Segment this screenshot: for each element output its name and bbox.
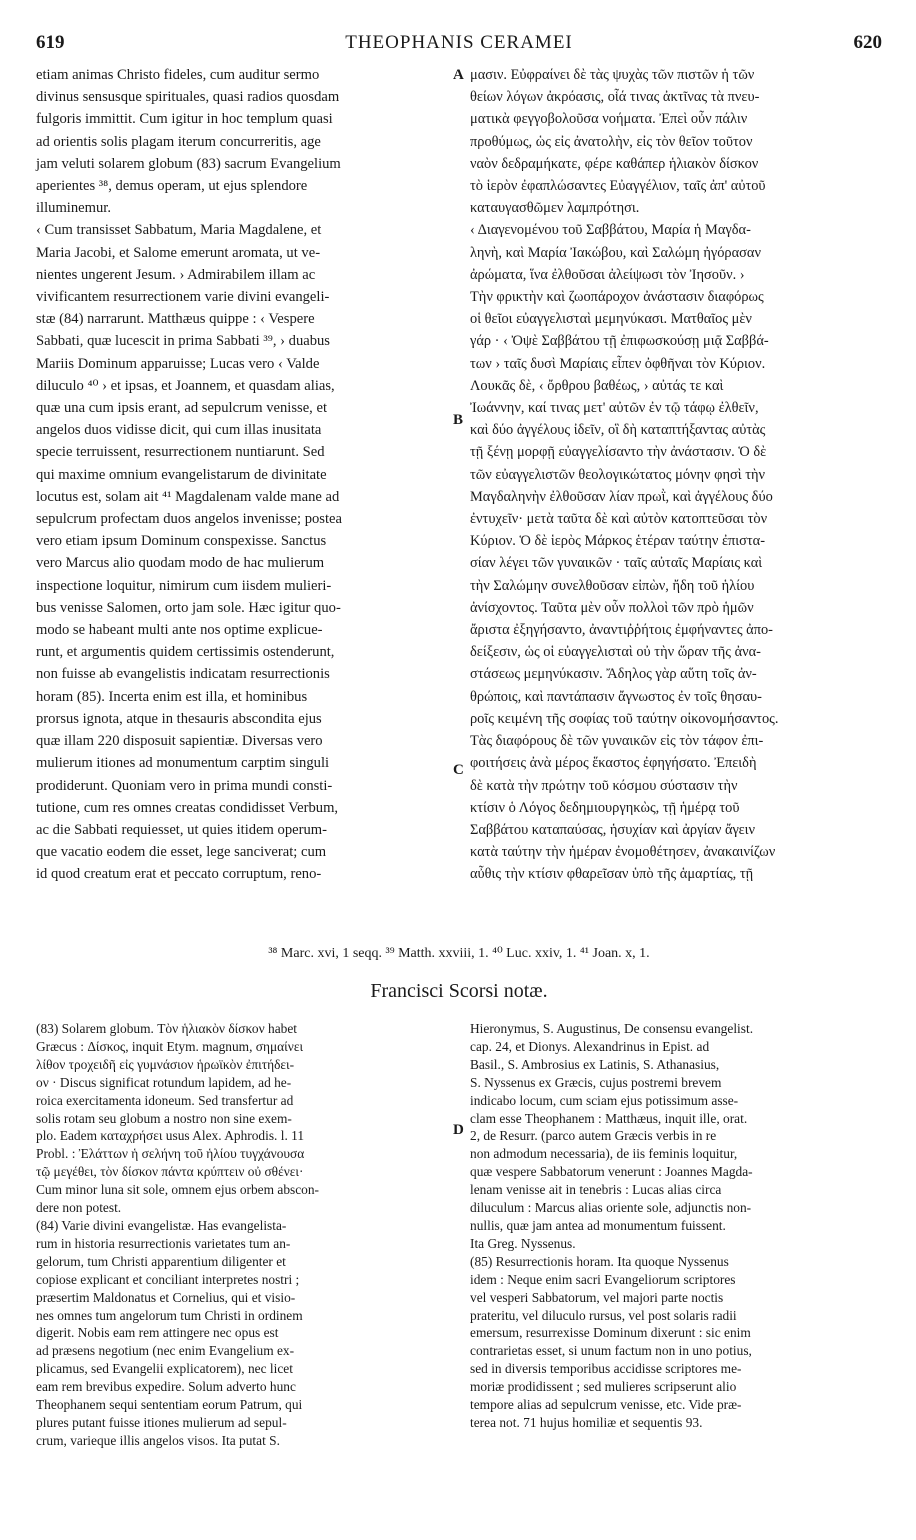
page-number-left: 619 [36, 32, 65, 53]
margin-letter-d: D [453, 1122, 464, 1138]
running-title: THEOPHANIS CERAMEI [345, 32, 573, 53]
scripture-footnotes: ³⁸ Marc. xvi, 1 seqq. ³⁹ Matth. xxviii, 1. ⁴⁰ Luc. xxiv, 1. ⁴¹ Joan. x, 1. [268, 946, 650, 961]
notes-column-right: Hieronymus, S. Augustinus, De consensu evangelist. cap. 24, et Dionys. Alexandrinus in Epist. ad Basil., S. Ambrosius ex Latinis, S. Athanasius, S. Nyssenus ex Græcis, cujus postremi brevem indicabo locum, cum sciam ejus potissimum asse- clam esse Theophanem : Matthæus, inquit ille, orat. 2, de Resurr. (parco autem Græcis verbis in re non admodum necessaria), de iis feminis loquitur, quæ vespere Sabbatorum venerunt : Joannes Magda- lenam venisse ait in tenebris : Lucas alias circa diluculum : Marcus alias oriente sole, adjunctis non- nullis, quæ jam antea ad monumentum fuissent. Ita Greg. Nyssenus. (85) Resurrectionis horam. Ita quoque Nyssenus idem : Neque enim sacri Evangeliorum scriptores vel vesperi Sabbatorum, vel majori parte noctis prateritu, vel diluculo rursus, vel post solaris radii emersum, resurrexisse Dominum dixerunt : sic enim contrarietas esset, si unum factum non in uno potius, sed in diversis temporibus accidisse scriptores me- moriæ prodidissent ; sed mulieres scripserunt alio tempore alias ad sepulcrum venisse, etc. Vide præ- terea not. 71 hujus homiliæ et sequentis 93. [470, 1021, 754, 1430]
latin-text-column: etiam animas Christo fideles, cum auditur sermo divinus sensusque spirituales, quasi radios quosdam fulgoris immittit. Cum igitur in hoc templum quasi ad orientis solis plagam iterum concurreritis, age jam veluti solarem globum (83) sacrum Evangelium aperientes ³⁸, demus operam, ut ejus splendore illuminemur. ‹ Cum transisset Sabbatum, Maria Magdalene, et Maria Jacobi, et Salome emerunt aromata, ut ve- nientes ungerent Jesum. › Admirabilem illam ac vivificantem resurrectionem varie divini evangeli- stæ (84) narrarunt. Matthæus quippe : ‹ Vespere Sabbati, quæ lucescit in prima Sabbati ³⁹, › duabus Mariis Dominum apparuisse; Lucas vero ‹ Valde diluculo ⁴⁰ › et ipsas, et Joannem, et quasdam alias, quæ una cum ipsis erant, ad sepulcrum venisse, et angelos duos vidisse dicit, qui cum illas inusitata specie terruissent, resurrectionem nuntiarunt. Sed qui maxime omnium evangelistarum de divinitate locutus est, solam ait ⁴¹ Magdalenam valde mane ad sepulcrum profectam duos angelos invenisse; postea vero etiam ipsum Dominum conspexisse. Sanctus vero Marcus alio quodam modo de hac mulierum inspectione loquitur, nimirum cum iisdem mulieri- bus venisse Salomen, orto jam sole. Hæc igitur quo- modo se habeant multi ante nos optime explicue- runt, et argumentis quidem certissimis ostenderunt, non fuisse ab evangelistis indicatam resurrectionis horam (85). Incerta enim est illa, et hominibus prorsus ignota, atque in thesauris abscondita ejus quæ illam 220 disposuit sapientiæ. Diversas vero mulierum itiones ad monumentum carptim singuli prodiderunt. Quoniam vero in prima mundi consti- tutione, cum res omnes creatas condidisset Verbum, ac die Sabbati requiesset, ut quies itidem operum- que vacatio eodem die esset, lege sanciverat; cum id quod creatum erat et peccato corruptum, reno- [36, 67, 342, 883]
margin-letter-a: A [453, 67, 464, 83]
notes-section-title: Francisci Scorsi notæ. [370, 980, 548, 1002]
notes-column-left: (83) Solarem globum. Τὸν ἡλιακὸν δίσκον habet Græcus : Δίσκος, inquit Etym. magnum, σημαίνει λίθον τροχειδῆ εἰς γυμνάσιον ἡρωϊκὸν ἐπιτήδει- ον · Discus significat rotundum lapidem, ad he- roica exercitamenta idoneum. Sed transfertur ad solis rotam seu globum a nostro non sine exem- plo. Eadem καταχρήσει usus Alex. Aphrodis. l. 11 Probl. : Ἐλάττων ἡ σελήνη τοῦ ἡλίου τυγχάνουσα τῷ μεγέθει, τὸν δίσκον πάντα κρύπτειν οὐ σθένει· Cum minor luna sit sole, omnem ejus orbem abscon- dere non potest. (84) Varie divini evangelistæ. Has evangelista- rum in historia resurrectionis varietates tum an- gelorum, tum Christi apparentium diligenter et copiose explicant et conciliant interpretes nostri ; præsertim Maldonatus et Cornelius, qui et visio- nes omnes tum angelorum tum Christi in ordinem digerit. Nobis eam rem attingere nec opus est ad præsens negotium (nec enim Evangelium ex- plicamus, sed Evangelii explicatorem), nec licet eam rem brevibus expedire. Solum adverto hunc Theophanem sequi sententiam eorum Patrum, qui plures putant fuisse itiones mulierum ad sepul- crum, varieque illis angelos visos. Ita putat S. [36, 1021, 320, 1448]
running-header [36, 32, 882, 60]
margin-letter-b: B [453, 412, 464, 428]
margin-letter-c: C [453, 762, 464, 778]
page-number-right: 620 [853, 32, 882, 53]
greek-text-column: μασιν. Εὐφραίνει δὲ τὰς ψυχὰς τῶν πιστῶν ἡ τῶν θείων λόγων ἀκρόασις, οἷά τινας ἀκτῖνας τὰ πνευ- ματικὰ φεγγοβολοῦσα νοήματα. Ἐπεὶ οὖν πάλιν προθύμως, ὡς εἰς ἀνατολὴν, εἰς τὸν θεῖον τοῦτον ναὸν δεδραμήκατε, φέρε καθάπερ ἡλιακὸν δίσκον τὸ ἱερὸν ἐφαπλώσαντες Εὐαγγέλιον, ταῖς ἀπ' αὐτοῦ καταυγασθῶμεν λαμπρότησι. ‹ Διαγενομένου τοῦ Σαββάτου, Μαρία ἡ Μαγδα- ληνὴ, καὶ Μαρία Ἰακώβου, καὶ Σαλώμη ἠγόρασαν ἀρώματα, ἵνα ἐλθοῦσαι ἀλείψωσι τὸν Ἰησοῦν. › Τὴν φρικτὴν καὶ ζωοπάροχον ἀνάστασιν διαφόρως οἱ θεῖοι εὐαγγελισταὶ μεμηνύκασι. Ματθαῖος μὲν γάρ · ‹ Ὀψὲ Σαββάτου τῇ ἐπιφωσκούσῃ μιᾷ Σαββά- των › ταῖς δυσὶ Μαρίαις εἶπεν ὀφθῆναι τὸν Κύριον. Λουκᾶς δὲ, ‹ ὄρθρου βαθέως, › αὐτάς τε καὶ Ἰωάννην, καί τινας μετ' αὐτῶν ἐν τῷ τάφῳ ἐλθεῖν, καὶ δύο ἀγγέλους ἰδεῖν, οἳ δὴ καταπτήξαντας αὐτὰς τῇ ξένῃ μορφῇ εὐαγγελίσαντο τὴν ἀνάστασιν. Ὁ δὲ τῶν εὐαγγελιστῶν θεολογικώτατος μόνην φησὶ τὴν Μαγδαληνὴν ἐλθοῦσαν λίαν πρωῒ, καὶ ἀγγέλους δύο ἐντυχεῖν· μετὰ ταῦτα δὲ καὶ αὐτὸν κατοπτεῦσαι τὸν Κύριον. Ὁ δὲ ἱερὸς Μάρκος ἑτέραν ταύτην ἐπιστα- σίαν λέγει τῶν γυναικῶν · ταῖς αὐταῖς Μαρίαις καὶ τὴν Σαλώμην συνελθοῦσαν εἰπὼν, ἤδη τοῦ ἡλίου ἀνίσχοντος. Ταῦτα μὲν οὖν πολλοὶ τῶν πρὸ ἡμῶν ἄριστα ἐξηγήσαντο, ἀναντιῤῥήτοις ἐμφήναντες ἀπο- δείξεσιν, ὡς οἱ εὐαγγελισταὶ οὐ τὴν ὥραν τῆς ἀνα- στάσεως μεμηνύκασιν. Ἄδηλος γὰρ αὕτη τοῖς ἀν- θρώποις, καὶ παντάπασιν ἄγνωστος ἐν τοῖς θησαυ- ροῖς κειμένη τῆς σοφίας τοῦ ταύτην οἰκονομήσαντος. Τὰς διαφόρους δὲ τῶν γυναικῶν εἰς τὸν τάφον ἐπι- φοιτήσεις ἀνὰ μέρος ἕκαστος ἐφηγήσατο. Ἐπειδὴ δὲ κατὰ τὴν πρώτην τοῦ κόσμου σύστασιν τὴν κτίσιν ὁ Λόγος δεδημιουργηκὼς, τῇ ἡμέρᾳ τοῦ Σαββάτου καταπαύσας, ἡσυχίαν καὶ ἀργίαν ἄγειν κατὰ ταύτην τὴν ἡμέραν ἐνομοθέτησεν, ἀνακαινίζων αὖθις τὴν κτίσιν φθαρεῖσαν ὑπὸ τῆς ἁμαρτίας, τῇ [470, 67, 779, 883]
